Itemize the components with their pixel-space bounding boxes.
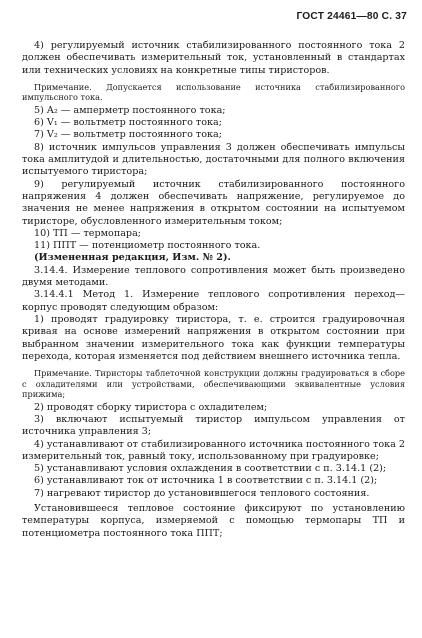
step-5: 5) устанавливают условия охлаждения в соответствии с п. 3.14.1 (2); [34, 463, 387, 475]
steady-state-paragraph: Установившееся тепловое состояние фиксируют по установлению температуры корпуса, измеряемой с помощью термопары ТП и потенциометра постоянного тока ППТ; [22, 503, 405, 539]
step-1-calibration: 1) проводят градуировку тиристора, т. е. строится градуировочная кривая на основе измерений напряжения в открытом состоянии при выбранном значении измерительного тока как функции температуры перехода, которая изменяется под действием внешнего источника тепла. [22, 313, 405, 362]
list-item-11: 11) ППТ — потенциометр постоянного тока. [34, 240, 261, 252]
note-tablet-thyristors: Примечание. Тиристоры таблеточной конструкции должны градуироваться в сборе с охладителями или устройствами, обеспечивающими эквивалентные условия прижима; [22, 368, 405, 400]
section-3-14-4: 3.14.4. Измерение теплового сопротивления может быть произведено двумя методами. [22, 264, 405, 289]
list-item-10: 10) ТП — термопара; [34, 227, 142, 239]
step-2: 2) проводят сборку тиристора с охладителем; [34, 401, 268, 413]
step-4: 4) устанавливают от стабилизированного источника постоянного тока 2 измерительный ток, равный току, использованному при градуировке; [22, 438, 405, 462]
page-header: ГОСТ 24461—80 С. 37 [296, 11, 407, 22]
page-body [22, 40, 405, 540]
step-7: 7) нагревают тиристор до установившегося теплового состояния. [34, 487, 370, 499]
list-item-v2: 7) V₂ — вольтметр постоянного тока; [34, 129, 222, 141]
list-item-v1: 6) V₁ — вольтметр постоянного тока; [34, 117, 222, 129]
paragraph-item-4: 4) регулируемый источник стабилизированного постоянного тока 2 должен обеспечивать измерительный ток, установленный в стандартах или технических условиях на конкретные типы тиристоров. [22, 40, 405, 76]
list-item-a2: 5) A₂ — амперметр постоянного тока; [34, 104, 226, 116]
step-3: 3) включают испытуемый тиристор импульсом управления от источника управления 3; [22, 413, 405, 438]
step-6: 6) устанавливают ток от источника 1 в соответствии с п. 3.14.1 (2); [34, 475, 378, 487]
section-3-14-4-1: 3.14.4.1 Метод 1. Измерение теплового сопротивления переход— корпус проводят следующим образом: [22, 289, 405, 313]
revision-note: (Измененная редакция, Изм. № 2). [34, 252, 231, 264]
list-item-8: 8) источник импульсов управления 3 должен обеспечивать импульсы тока амплитудой и длительностью, достаточными для полного включения испытуемого тиристора; [22, 141, 405, 178]
note-pulse-source: Примечание. Допускается использование источника стабилизированного импульсного тока. [22, 81, 405, 103]
list-item-9: 9) регулируемый источник стабилизированного постоянного напряжения 4 должен обеспечивать напряжение, регулируемое до значения не менее напряжения в открытом состоянии на испытуемом тиристоре, обусловленного измерительным током; [22, 178, 405, 227]
